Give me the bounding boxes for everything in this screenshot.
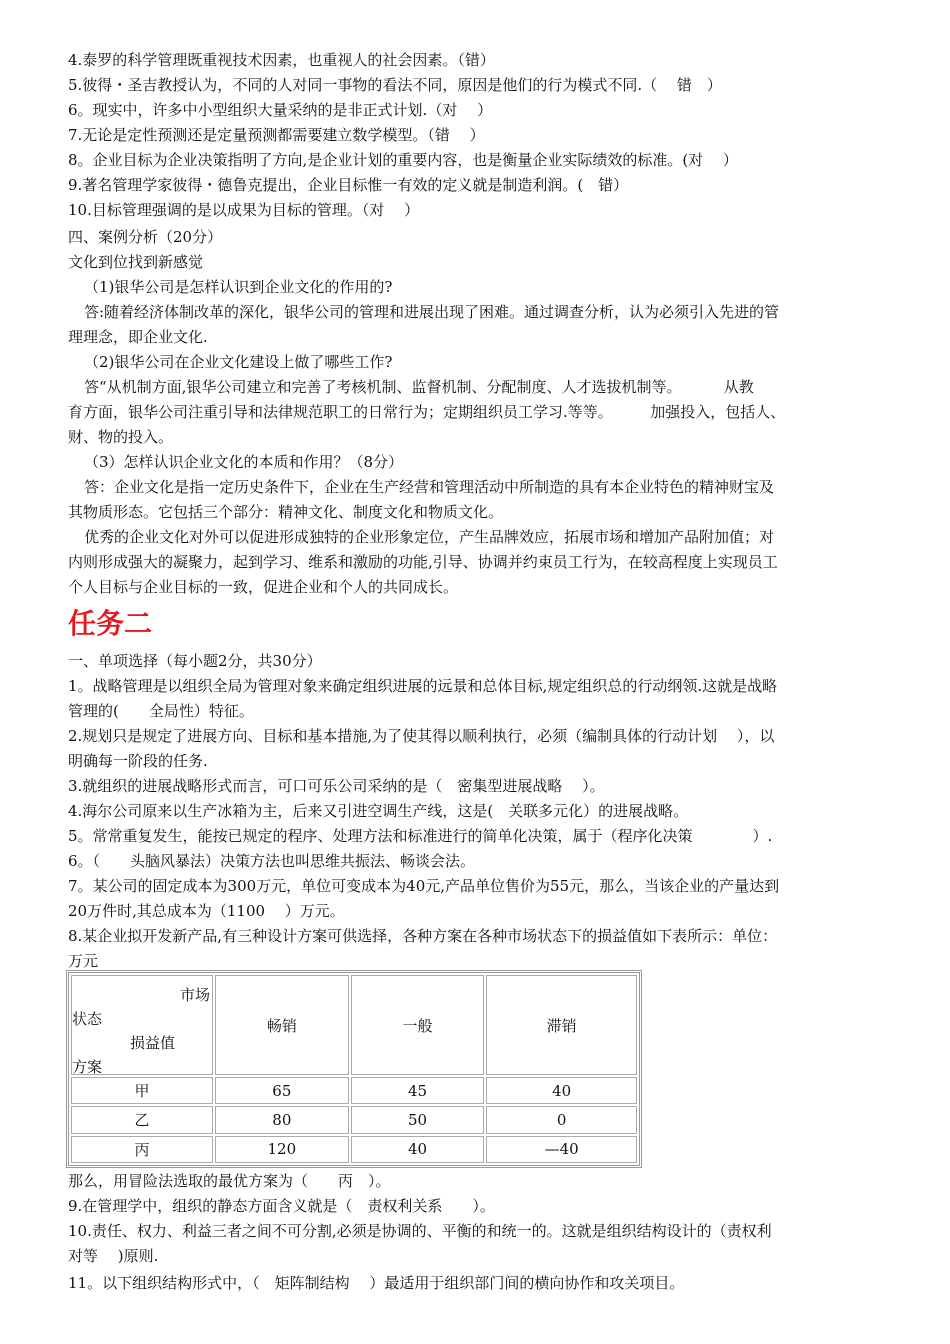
corner-label-state: 状态	[72, 1010, 103, 1028]
text-line: 11。以下组织结构形式中，（ 矩阵制结构 ）最适用于组织部门间的横向协作和攻关项目。	[68, 1274, 685, 1292]
table-cell: 40	[351, 1136, 485, 1163]
text-line: 个人目标与企业目标的一致，促进企业和个人的共同成长。	[68, 578, 459, 596]
text-line: 优秀的企业文化对外可以促进形成独特的企业形象定位，产生品牌效应，拓展市场和增加产品附加值；对	[84, 528, 775, 546]
text-line: 其物质形态。它包括三个部分：精神文化、制度文化和物质文化。	[68, 503, 504, 521]
table-cell: 45	[351, 1077, 485, 1104]
text-line: 8.某企业拟开发新产品,有三种设计方案可供选择，各种方案在各种市场状态下的损益值如下表所示：单位：	[68, 927, 778, 945]
text-line: 答：企业文化是指一定历史条件下，企业在生产经营和管理活动中所制造的具有本企业特色的精神财宝及	[84, 478, 775, 496]
table-corner-cell	[71, 975, 213, 1075]
text-line: 1。战略管理是以组织全局为管理对象来确定组织进展的远景和总体目标,规定组织总的行动纲领.这就是战略	[68, 677, 778, 695]
text-line: （2)银华公司在企业文化建设上做了哪些工作?	[84, 353, 393, 371]
corner-label-market: 市场	[180, 986, 211, 1004]
text-line: 答:随着经济体制改革的深化，银华公司的管理和进展出现了困难。通过调查分析，认为必须引入先进的管	[84, 303, 780, 321]
text-line: 内则形成强大的凝聚力，起到学习、维系和激励的功能,引导、协调并约束员工行为，在较高程度上实现员工	[68, 553, 778, 571]
text-line: 5.彼得・圣吉教授认为，不同的人对同一事物的看法不同，原因是他们的行为模式不同.（ 错 ）	[68, 76, 722, 94]
text-line: 10.目标管理强调的是以成果为目标的管理。（对 ）	[68, 201, 420, 219]
text-line: 5。常常重复发生，能按已规定的程序、处理方法和标准进行的简单化决策，属于（程序化决策 ）.	[68, 827, 773, 845]
text-line: 4.海尔公司原来以生产冰箱为主，后来又引进空调生产线，这是( 关联多元化）的进展战略。	[68, 802, 689, 820]
text-line: 3.就组织的进展战略形式而言，可口可乐公司采纳的是（ 密集型进展战略 ）。	[68, 777, 605, 795]
text-line: 4.泰罗的科学管理既重视技术因素，也重视人的社会因素。（错）	[68, 51, 495, 69]
corner-label-payoff: 损益值	[130, 1034, 176, 1052]
column-header: 一般	[351, 975, 485, 1075]
table-cell: —40	[486, 1136, 637, 1163]
row-label: 丙	[71, 1136, 213, 1163]
table-cell: 65	[215, 1077, 349, 1104]
text-line: 9.著名管理学家彼得・德鲁克提出，企业目标惟一有效的定义就是制造利润。( 错）	[68, 176, 629, 194]
text-line: 20万件时,其总成本为（1100 ）万元。	[68, 902, 345, 920]
text-line: 管理的( 全局性）特征。	[68, 702, 254, 720]
column-header: 畅销	[215, 975, 349, 1075]
text-line: 9.在管理学中，组织的静态方面含义就是（ 责权利关系 ）。	[68, 1197, 495, 1215]
text-line: 8。企业目标为企业决策指明了方向,是企业计划的重要内容，也是衡量企业实际绩效的标准。(对 ）	[68, 151, 738, 169]
text-line: 6。（ 头脑风暴法）决策方法也叫思维共振法、畅谈会法。	[68, 852, 476, 870]
text-line: 一、单项选择（每小题2分，共30分）	[68, 652, 322, 670]
section-heading-task-two: 任务二	[68, 607, 153, 640]
table-cell: 120	[215, 1136, 349, 1163]
text-line: 10.责任、权力、利益三者之间不可分割,必须是协调的、平衡的和统一的。这就是组织结构设计的（责权利	[68, 1222, 772, 1240]
table-cell: 80	[215, 1106, 349, 1133]
table-row	[71, 1136, 637, 1163]
text-line: 育方面，银华公司注重引导和法律规范职工的日常行为；定期组织员工学习.等等。 加强投入，包括人、	[68, 403, 786, 421]
row-label: 甲	[71, 1077, 213, 1104]
text-line: 6。现实中，许多中小型组织大量采纳的是非正式计划.（对 ）	[68, 101, 493, 119]
text-line: 明确每一阶段的任务.	[68, 752, 208, 770]
text-line: （3）怎样认识企业文化的本质和作用？（8分）	[84, 453, 404, 471]
text-line: 理理念，即企业文化.	[68, 328, 208, 346]
corner-label-plan: 方案	[72, 1058, 103, 1076]
table-cell: 40	[486, 1077, 637, 1104]
table-row	[71, 1077, 637, 1104]
text-line: 对等 )原则.	[68, 1247, 159, 1265]
text-line: 答“从机制方面,银华公司建立和完善了考核机制、监督机制、分配制度、人才选拔机制等。 从教	[84, 378, 754, 396]
table-row	[71, 1106, 637, 1133]
text-line: 那么，用冒险法选取的最优方案为（ 丙 ）。	[68, 1172, 391, 1190]
text-line: 2.规划只是规定了进展方向、目标和基本措施,为了使其得以顺利执行，必须（编制具体的行动计划 ），以	[68, 727, 775, 745]
text-line: 文化到位找到新感觉	[68, 253, 204, 271]
text-line: 财、物的投入。	[68, 428, 174, 446]
text-line: 四、案例分析（20分）	[68, 228, 223, 246]
text-line: 7.无论是定性预测还是定量预测都需要建立数学模型。（错 ）	[68, 126, 485, 144]
payoff-table	[66, 970, 642, 1168]
text-line: 7。某公司的固定成本为300万元，单位可变成本为40元,产品单位售价为55元，那么，当该企业的产量达到	[68, 877, 780, 895]
row-label: 乙	[71, 1106, 213, 1133]
column-header: 滞销	[486, 975, 637, 1075]
text-line: （1)银华公司是怎样认识到企业文化的作用的?	[84, 278, 393, 296]
table-cell: 0	[486, 1106, 637, 1133]
text-line: 万元	[68, 952, 99, 970]
table-cell: 50	[351, 1106, 485, 1133]
